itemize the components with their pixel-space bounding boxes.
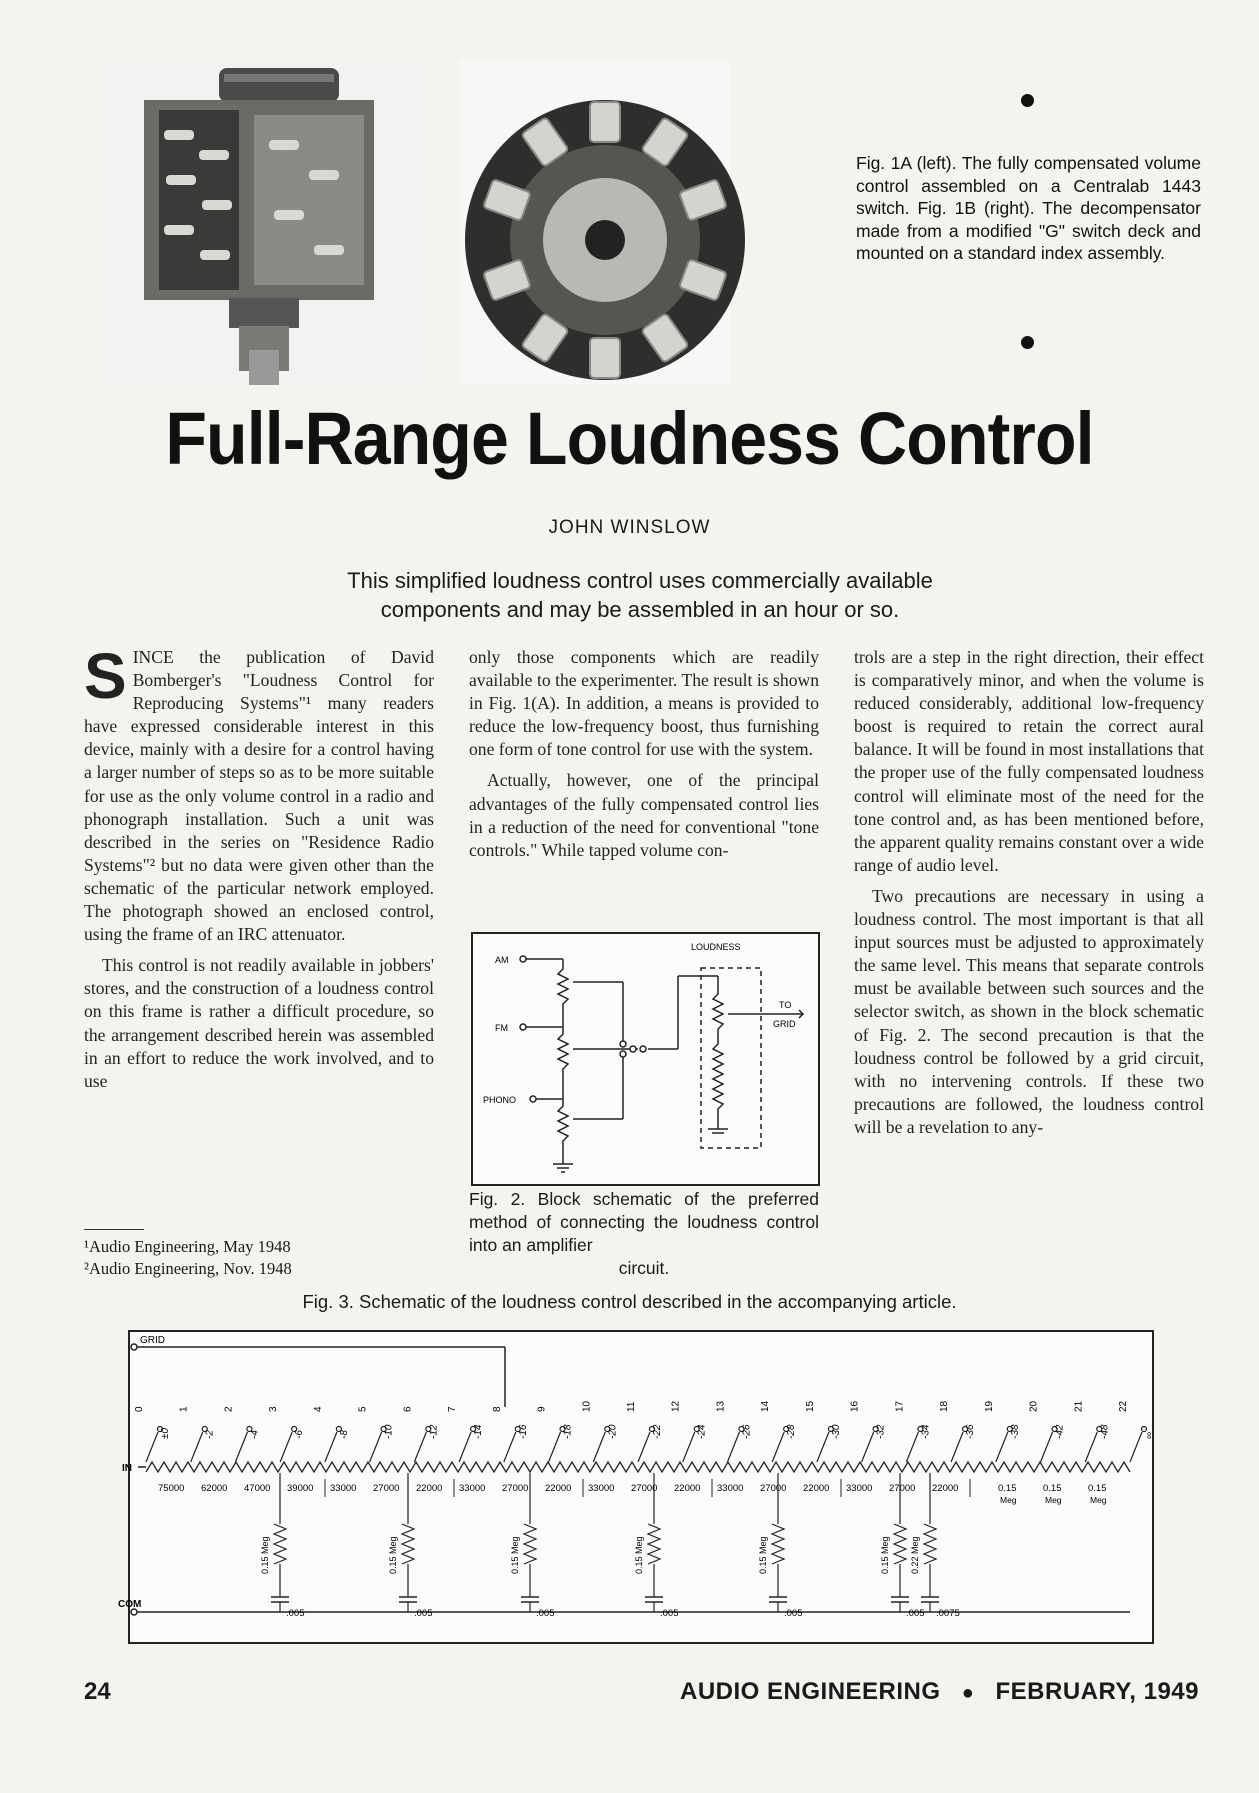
fig3-tap-lead <box>727 1432 739 1462</box>
fig3-tap-lead <box>862 1432 874 1462</box>
fig3-db-label: -20 <box>607 1424 619 1439</box>
fig3-db-label: -36 <box>965 1424 977 1439</box>
footer-date: FEBRUARY, 1949 <box>995 1678 1199 1705</box>
decorative-bullet <box>1021 94 1034 107</box>
fig3-shunt-resistor <box>648 1524 660 1564</box>
fig3-cap-value: .005 <box>906 1608 925 1619</box>
fig3-db-label: -18 <box>562 1424 574 1439</box>
footnote: ²Audio Engineering, Nov. 1948 <box>84 1259 292 1278</box>
fig3-tap-lead <box>549 1432 561 1462</box>
fig3-resistor-value: 22000 <box>674 1483 701 1494</box>
fig3-resistor-value: 33000 <box>588 1483 615 1494</box>
fig3-tap-number: 3 <box>268 1406 280 1412</box>
fig3-db-label: -8 <box>338 1430 350 1439</box>
fig3-tap-lead <box>638 1432 650 1462</box>
fig3-resistor-value: 22000 <box>545 1483 572 1494</box>
fig3-db-label: -12 <box>428 1424 440 1439</box>
fig1a-photo <box>104 60 424 385</box>
fig3-label-grid: GRID <box>140 1335 165 1346</box>
fig3-tap-lead <box>683 1432 695 1462</box>
fig3-db-label: -42 <box>1054 1424 1066 1439</box>
fig3-tap-number: 13 <box>715 1400 727 1412</box>
fig3-shunt-resistor <box>402 1524 414 1564</box>
fig3-resistor-value: 33000 <box>459 1483 486 1494</box>
fig3-db-label: -28 <box>786 1424 798 1439</box>
fig3-tap-lead <box>951 1432 963 1462</box>
fig3-resistor-value: 75000 <box>158 1483 185 1494</box>
fig3-tap-lead <box>191 1432 203 1462</box>
fig3-tap-lead <box>593 1432 605 1462</box>
fig3-tap-lead <box>1085 1432 1097 1462</box>
fig3-db-label: -38 <box>1009 1424 1021 1439</box>
fig3-resistor-value: 27000 <box>760 1483 787 1494</box>
fig3-tap-number: 20 <box>1028 1400 1040 1412</box>
fig3-tap-number: 17 <box>894 1400 906 1412</box>
fig3-schematic <box>118 1330 1155 1644</box>
fig3-tap-number: 21 <box>1073 1400 1085 1412</box>
paragraph: This control is not readily available in jobbers' stores, and the construction of a loudness control on this frame is rather a difficult procedure, so the arrangement described herein was assembled in an effort to reduce the work involved, and to use <box>84 955 434 1091</box>
fig2-caption-end: circuit. <box>618 1258 670 1278</box>
fig3-db-label: ∞ <box>1144 1431 1155 1439</box>
fig3-shunt-value: 0.15 Meg <box>388 1536 398 1574</box>
fig3-db-label: -10 <box>383 1424 395 1439</box>
fig3-db-label: -22 <box>652 1424 663 1439</box>
fig3-resistor-value: 33000 <box>846 1483 873 1494</box>
fig3-shunt-value: 0.15 Meg <box>758 1536 768 1574</box>
fig2-label-to: TO <box>779 1000 792 1010</box>
fig3-tap-number: 16 <box>849 1400 861 1412</box>
decorative-bullet <box>1021 336 1034 349</box>
paragraph: Actually, however, one of the principal advantages of the fully compensated control lies in a reduction of the need for conventional "tone controls." While tapped volume con- <box>469 770 819 860</box>
author-byline: JOHN WINSLOW <box>548 517 711 538</box>
fig2-label-am: AM <box>495 955 509 965</box>
fig3-tap-lead <box>1130 1432 1142 1462</box>
fig3-cap-value: .005 <box>286 1608 305 1619</box>
fig3-resistor-value: 27000 <box>631 1483 658 1494</box>
fig3-db-label: -30 <box>830 1424 842 1439</box>
fig3-db-label: ±0 <box>160 1427 171 1439</box>
fig3-resistor-value: 27000 <box>373 1483 400 1494</box>
fig3-label-com: COM <box>118 1599 142 1610</box>
fig3-tap-number: 10 <box>581 1400 593 1412</box>
fig3-tap-lead <box>146 1432 158 1462</box>
fig1b-photo <box>460 60 730 385</box>
fig3-tap-lead <box>996 1432 1008 1462</box>
fig3-tap-lead <box>235 1432 247 1462</box>
fig3-cap-value: .0075 <box>936 1608 960 1619</box>
fig2-block-schematic <box>471 932 820 1186</box>
body-column-3 <box>854 646 1204 1147</box>
article-deck: This simplified loudness control uses commercially available components and may be assembled in an hour or so. <box>347 568 933 622</box>
fig3-meg-unit: Meg <box>1090 1495 1107 1505</box>
fig3-tap-lead <box>459 1432 471 1462</box>
fig3-label-in: IN <box>122 1463 132 1474</box>
fig3-resistor-value: 47000 <box>244 1483 271 1494</box>
fig2-label-phono: PHONO <box>483 1095 517 1105</box>
fig3-db-label: -26 <box>741 1424 753 1439</box>
footnote-divider <box>84 1229 144 1230</box>
fig3-tap-lead <box>1041 1432 1053 1462</box>
fig3-tap-lead <box>906 1432 918 1462</box>
fig3-meg-value: 0.15 <box>1088 1483 1107 1494</box>
fig3-resistor-value: 22000 <box>932 1483 959 1494</box>
fig3-caption: Fig. 3. Schematic of the loudness control described in the accompanying article. <box>302 1291 957 1312</box>
fig3-shunt-value: 0.22 Meg <box>910 1536 920 1574</box>
fig3-resistor-value: 39000 <box>287 1483 314 1494</box>
fig2-label-loudness: LOUDNESS <box>691 942 741 952</box>
article-title: Full-Range Loudness Control <box>165 397 1094 480</box>
fig3-shunt-resistor <box>894 1524 906 1564</box>
footer-magazine: AUDIO ENGINEERING <box>680 1678 941 1705</box>
fig3-tap-number: 1 <box>178 1406 190 1412</box>
fig3-tap-number: 11 <box>626 1401 637 1412</box>
fig3-shunt-value: 0.15 Meg <box>880 1536 890 1574</box>
fig3-cap-value: .005 <box>414 1608 433 1619</box>
fig3-tap-number: 15 <box>804 1400 816 1412</box>
fig3-db-label: -16 <box>517 1424 529 1439</box>
fig2-caption-text: Fig. 2. Block schematic of the preferred method of connecting the loudness control into an amplifier <box>469 1189 819 1255</box>
fig3-resistor-value: 33000 <box>330 1483 357 1494</box>
fig3-resistor-value: 27000 <box>502 1483 529 1494</box>
fig3-tap-number: 22 <box>1118 1400 1129 1412</box>
fig3-tap-number: 5 <box>357 1406 369 1412</box>
fig3-db-label: -48 <box>1099 1424 1111 1439</box>
footnotes <box>84 1236 292 1280</box>
fig3-tap-number: 4 <box>312 1406 324 1412</box>
fig3-shunt-value: 0.15 Meg <box>510 1536 520 1574</box>
fig3-meg-unit: Meg <box>1045 1495 1062 1505</box>
fig3-shunt-resistor <box>274 1524 286 1564</box>
fig3-shunt-resistor <box>524 1524 536 1564</box>
fig2-label-grid: GRID <box>773 1019 796 1029</box>
fig3-tap-contact <box>1142 1427 1147 1432</box>
fig3-tap-number: 18 <box>939 1400 951 1412</box>
fig3-tap-number: 9 <box>536 1406 548 1412</box>
paragraph: trols are a step in the right direction, their effect is comparatively minor, and when the volume is reduced considerably, additional low-frequency boost is required to retain the correct aural balance. It will be found in most installations that the proper use of the fully compensated loudness control will eliminate most of the need for the tone control and, as has been mentioned before, the apparent quality remains constant over a wide range of audio level. <box>854 647 1204 875</box>
fig3-tap-number: 2 <box>223 1406 235 1412</box>
drop-cap: S <box>84 640 127 712</box>
fig3-shunt-value: 0.15 Meg <box>260 1536 270 1574</box>
fig3-meg-unit: Meg <box>1000 1495 1017 1505</box>
fig2-label-fm: FM <box>495 1023 508 1033</box>
fig3-tap-lead <box>817 1432 829 1462</box>
page-number: 24 <box>84 1678 111 1705</box>
fig3-tap-number: 19 <box>983 1400 995 1412</box>
fig3-cap-value: .005 <box>660 1608 679 1619</box>
fig3-tap-lead <box>504 1432 516 1462</box>
fig3-tap-lead <box>325 1432 337 1462</box>
footer-masthead <box>680 1678 1199 1706</box>
fig3-db-label: -24 <box>696 1424 708 1439</box>
fig3-meg-value: 0.15 <box>1043 1483 1062 1494</box>
paragraph: only those components which are readily available to the experimenter. The result is shown in Fig. 1(A). In addition, a means is provided to reduce the low-frequency boost, thus furnishing one form of tone control for use with the system. <box>469 647 819 760</box>
fig3-cap-value: .005 <box>536 1608 555 1619</box>
fig3-shunt-resistor <box>924 1524 936 1564</box>
footer-separator: ● <box>961 1682 975 1704</box>
fig1-caption: Fig. 1A (left). The fully compensated volume control assembled on a Centralab 1443 switch. Fig. 1B (right). The decompensator made from a modified "G" switch deck and mounted on a standard index assembly. <box>856 153 1201 264</box>
fig3-shunt-value: 0.15 Meg <box>634 1536 644 1574</box>
fig3-db-label: -14 <box>473 1424 485 1439</box>
fig2-caption <box>469 1188 819 1280</box>
fig3-db-label: -4 <box>249 1430 261 1439</box>
fig3-db-label: -32 <box>875 1424 887 1439</box>
body-column-2 <box>469 646 819 870</box>
fig3-tap-lead <box>414 1432 426 1462</box>
fig3-tap-number: 6 <box>402 1406 414 1412</box>
fig3-tap-lead <box>370 1432 382 1462</box>
paragraph: INCE the publication of David Bomberger's "Loudness Control for Reproducing Systems"¹ many readers have expressed considerable interest in this device, mainly with a desire for a control having a larger number of steps so as to be more suitable for use as the only volume control in a radio and phonograph installation. Such a unit was described in the series on "Residence Radio Systems"² but no data were given other than the schematic of the particular network employed. The photograph showed an enclosed control, using the frame of an IRC attenuator. <box>84 647 434 945</box>
fig3-resistor-string <box>146 1462 1130 1472</box>
fig3-shunt-resistor <box>772 1524 784 1564</box>
fig3-cap-value: .005 <box>784 1608 803 1619</box>
fig3-tap-number: 8 <box>491 1406 503 1412</box>
fig3-resistor-value: 33000 <box>717 1483 744 1494</box>
paragraph: Two precautions are necessary in using a loudness control. The most important is that all input sources must be adjusted to approximately the same level. This means that separate controls must be available between such sources and the selector switch, as shown in the block schematic of Fig. 2. The second precaution is that the loudness control be followed by a grid circuit, with no intervening controls. If these two precautions are followed, the loudness control will be a revelation to any- <box>854 885 1204 1137</box>
fig3-resistor-value: 22000 <box>416 1483 443 1494</box>
fig3-resistor-value: 62000 <box>201 1483 228 1494</box>
fig3-db-label: -2 <box>204 1430 216 1439</box>
fig3-resistor-value: 27000 <box>889 1483 916 1494</box>
fig3-tap-lead <box>772 1432 784 1462</box>
body-column-1 <box>84 640 434 1101</box>
fig3-meg-value: 0.15 <box>998 1483 1017 1494</box>
fig3-tap-number: 7 <box>447 1406 459 1412</box>
fig3-db-label: -34 <box>920 1424 932 1439</box>
fig3-resistor-value: 22000 <box>803 1483 830 1494</box>
footnote: ¹Audio Engineering, May 1948 <box>84 1237 291 1256</box>
fig3-tap-lead <box>280 1432 292 1462</box>
fig3-db-label: -6 <box>294 1430 306 1439</box>
fig3-tap-number: 0 <box>134 1406 145 1412</box>
fig3-tap-number: 12 <box>670 1400 682 1412</box>
fig3-tap-number: 14 <box>760 1400 772 1412</box>
